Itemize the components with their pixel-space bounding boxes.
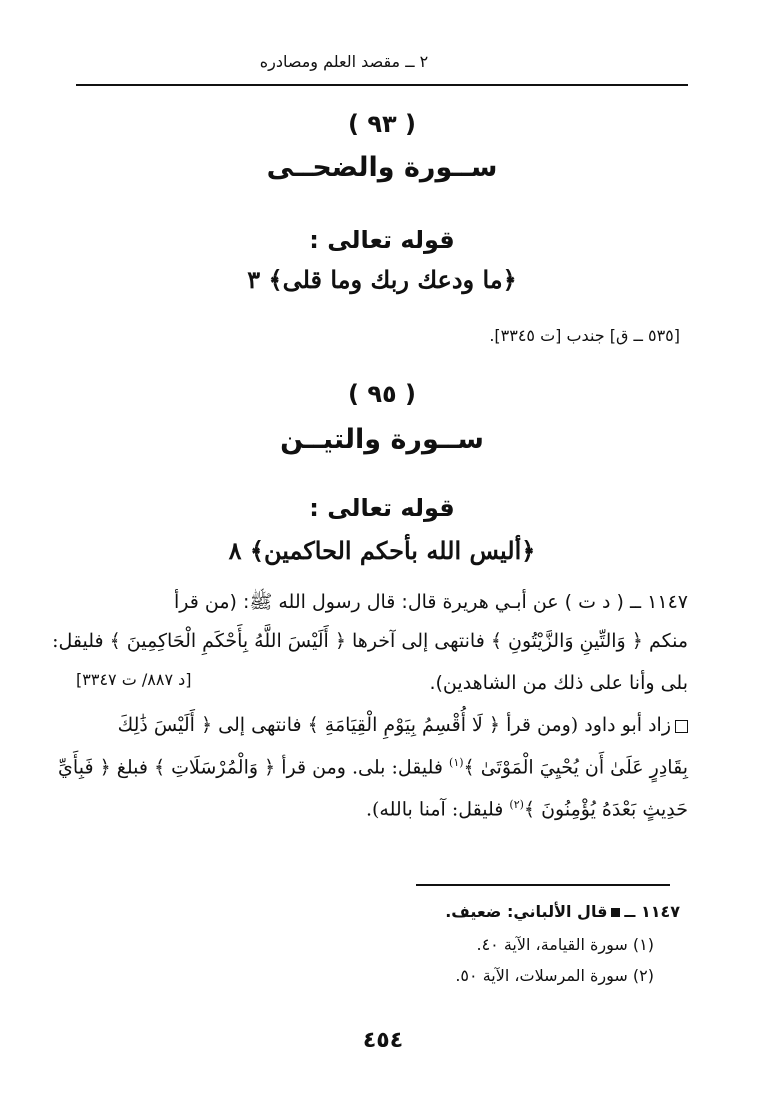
qawl-heading-2: قوله تعالى : (309, 494, 455, 522)
footnote-2: (٢) سورة المرسلات، الآية ٥٠. (455, 966, 654, 985)
hadith-text-4 (118, 714, 688, 736)
hadith-text-5b: فليقل: بلى. ومن قرأ ﴿ وَالْمُرْسَلَاتِ ﴾ فبلغ ﴿ فَبِأَيِّ (58, 756, 450, 779)
footnote-main (76, 902, 680, 921)
sura-number-95: ( ٩٥ ) (348, 380, 416, 408)
footnote-main-text: قال الألباني: ضعيف. (445, 902, 608, 921)
footnote-main-number: ١١٤٧ ــ (624, 902, 680, 921)
hadith-text-3: بلى وأنا على ذلك من الشاهدين). (429, 672, 688, 694)
black-square-icon (611, 908, 620, 917)
footnote-ref-2: (٢) (509, 798, 524, 811)
hadith-text-1: ١١٤٧ ــ ( د ت ) عن أبـي هريرة قال: قال رسول الله ﷺ: (من قرأ (174, 591, 688, 613)
hadith-text-6 (366, 798, 688, 820)
running-header: ٢ ــ مقصد العلم ومصادره (259, 52, 429, 71)
source-reference-1: [٥٣٥ ــ ق] جندب [ت ٣٣٤٥]. (489, 326, 680, 345)
footnote-1: (١) سورة القيامة، الآية ٤٠. (476, 935, 654, 954)
qawl-heading-1: قوله تعالى : (309, 226, 455, 254)
hadith-text-6b: فليقل: آمنا بالله). (365, 798, 510, 821)
footnote-rule (416, 884, 670, 886)
hadith-text-4-body: زاد أبو داود (ومن قرأ ﴿ لَا أُقْسِمُ بِيَوْمِ الْقِيَامَةِ ﴾ فانتهى إلى ﴿ أَلَيْسَ ذَٰلِكَ (117, 714, 671, 736)
page-number: ٤٥٤ (362, 1028, 404, 1053)
hadith-text-6a: حَدِيثٍ بَعْدَهُ يُؤْمِنُونَ ﴾ (523, 798, 688, 821)
sura-title-duha: ســورة والضحــى (266, 152, 498, 183)
hadith-text-2: منكم ﴿ وَالتِّينِ وَالزَّيْتُونِ ﴾ فانتهى إلى آخرها ﴿ أَلَيْسَ اللَّهُ بِأَحْكَمِ الْحَاكِمِينَ ﴾ فليقل: (52, 630, 688, 652)
hadith-text-5a: بِقَادِرٍ عَلَىٰ أَن يُحْيِيَ الْمَوْتَىٰ ﴾ (463, 756, 688, 779)
sura-number-93: ( ٩٣ ) (348, 110, 416, 138)
sura-title-tin: ســورة والتيــن (280, 424, 484, 455)
hadith-text-5 (58, 756, 688, 778)
footnote-ref-1: (١) (449, 756, 464, 769)
square-marker-icon (675, 720, 688, 733)
verse-2: ﴿أليس الله بأحكم الحاكمين﴾ ٨ (228, 536, 536, 565)
header-rule (76, 84, 688, 86)
verse-1: ﴿ما ودعك ربك وما قلى﴾ ٣ (247, 265, 517, 294)
hadith-reference: [د ٨٨٧/ ت ٣٣٤٧] (76, 670, 192, 689)
